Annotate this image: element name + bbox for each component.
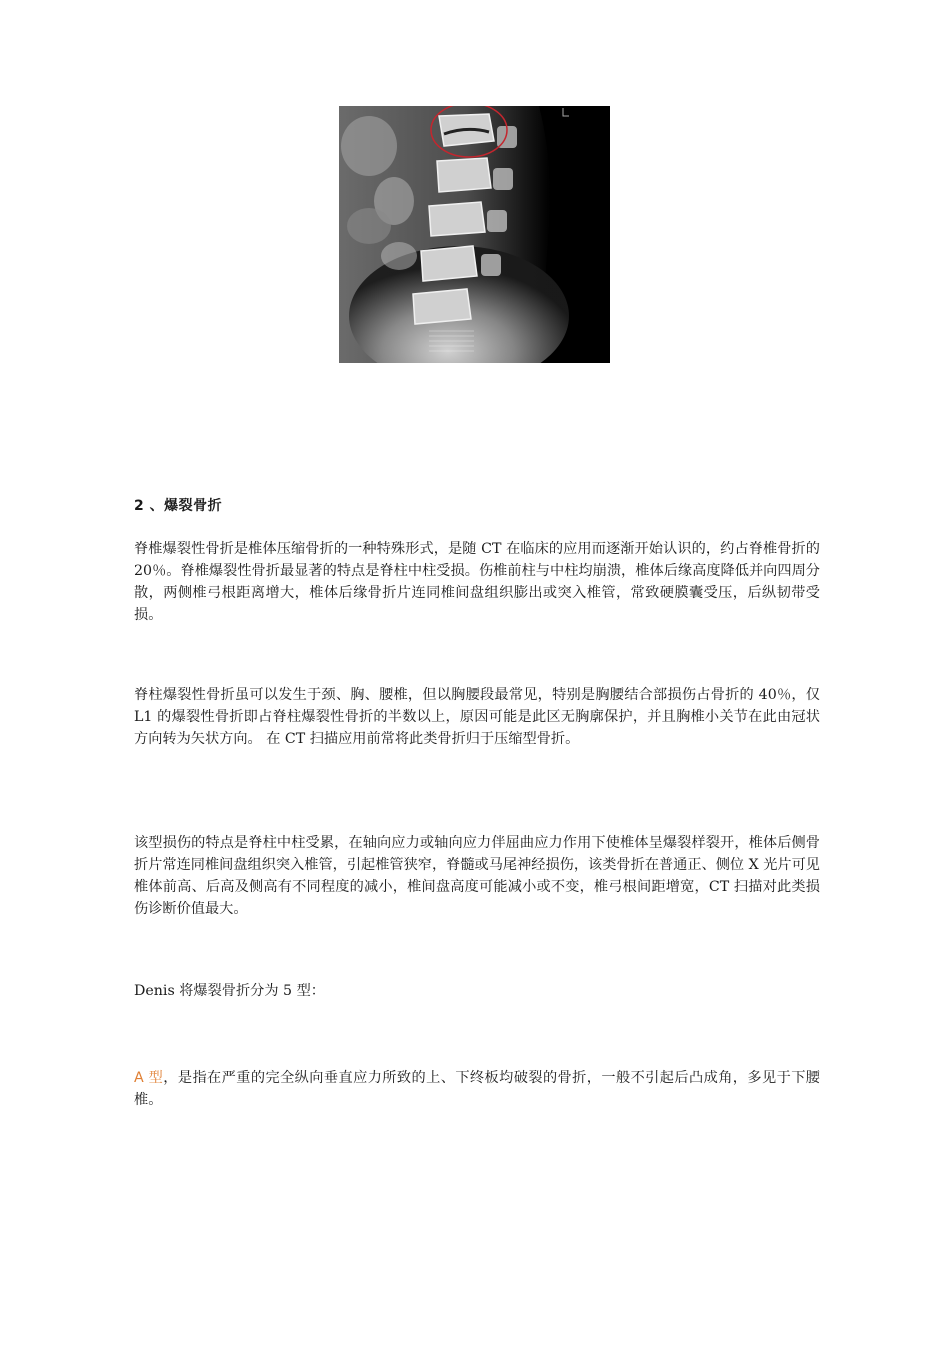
paragraph-denis-classification: Denis 将爆裂骨折分为 5 型： xyxy=(134,983,325,999)
spine-xray-image xyxy=(339,106,610,363)
type-a-label: A 型 xyxy=(134,1070,164,1086)
paragraph-type-a xyxy=(134,1067,820,1111)
paragraph-burst-fracture-intro: 脊椎爆裂性骨折是椎体压缩骨折的一种特殊形式，是随 CT 在临床的应用而逐渐开始认识的，约占脊椎骨折的 20％。脊椎爆裂性骨折最显著的特点是脊柱中柱受损。伤椎前柱与中柱均崩溃，椎体后缘高度降低并向四周分散，两侧椎弓根距离增大，椎体后缘骨折片连同椎间盘组织膨出或突入椎管，常致硬膜囊受压，后纵韧带受损。 xyxy=(134,541,820,623)
type-a-text: ，是指在严重的完全纵向垂直应力所致的上、下终板均破裂的骨折，一般不引起后凸成角，多见于下腰椎。 xyxy=(134,1070,820,1108)
paragraph-characteristics: 该型损伤的特点是脊柱中柱受累，在轴向应力或轴向应力伴屈曲应力作用下使椎体呈爆裂样裂开，椎体后侧骨折片常连同椎间盘组织突入椎管，引起椎管狭窄，脊髓或马尾神经损伤，该类骨折在普通正、侧位 X 光片可见椎体前高、后高及侧高有不同程度的减小，椎间盘高度可能减小或不变，椎弓根间距增宽，CT 扫描对此类损伤诊断价值最大。 xyxy=(134,835,820,917)
paragraph-location: 脊柱爆裂性骨折虽可以发生于颈、胸、腰椎，但以胸腰段最常见，特别是胸腰结合部损伤占骨折的 40％，仅 L1 的爆裂性骨折即占脊柱爆裂性骨折的半数以上，原因可能是此区无胸廓保护，并且胸椎小关节在此由冠状方向转为矢状方向。 在 CT 扫描应用前常将此类骨折归于压缩型骨折。 xyxy=(134,687,820,747)
section-heading: 2 、爆裂骨折 xyxy=(134,498,223,514)
